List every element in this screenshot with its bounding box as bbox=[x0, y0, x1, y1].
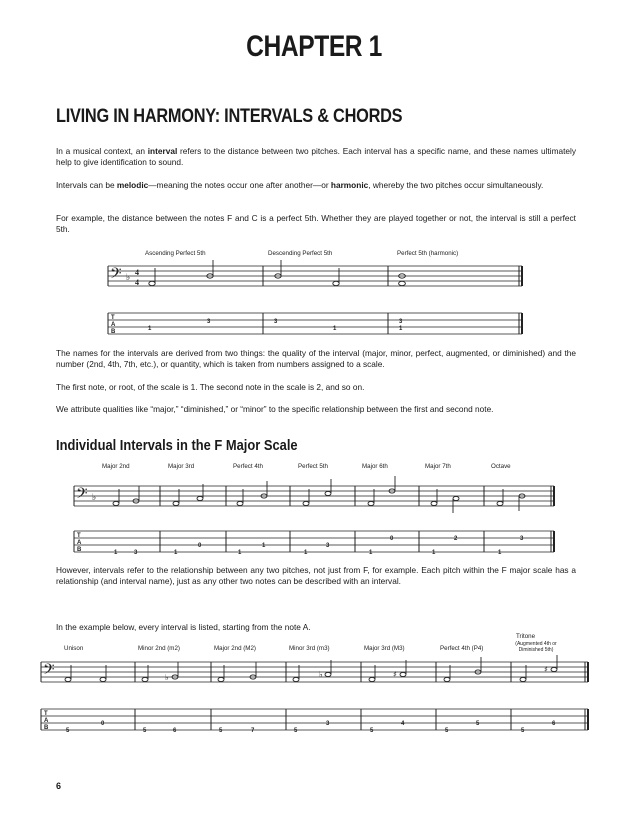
paragraph-perfect-fifth: For example, the distance between the notes F and C is a perfect 5th. Whether they are played together or not, the interval is still a perfect 5th. bbox=[56, 213, 576, 234]
paragraph-example-a: In the example below, every interval is listed, starting from the note A. bbox=[56, 622, 311, 632]
bass-clef-icon: 𝄢 bbox=[43, 661, 55, 682]
tab-number: 0 bbox=[101, 721, 105, 727]
flat-icon: ♭ bbox=[126, 273, 131, 283]
tab-number: 1 bbox=[432, 550, 436, 556]
tab-number: 1 bbox=[333, 326, 337, 332]
tab-number: 2 bbox=[454, 536, 458, 542]
flat-icon: ♭ bbox=[319, 670, 323, 679]
subsection-title: Individual Intervals in the F Major Scale bbox=[56, 437, 298, 454]
tab-clef-b: B bbox=[77, 547, 82, 553]
flat-icon: ♭ bbox=[92, 493, 97, 503]
tab-number: 1 bbox=[174, 550, 178, 556]
sharp-icon: ♯ bbox=[393, 670, 397, 679]
ex2-label: Major 3rd bbox=[168, 463, 195, 470]
tab-clef-a: A bbox=[111, 322, 116, 328]
ex2-label: Major 2nd bbox=[102, 463, 130, 470]
tab-number: 5 bbox=[370, 728, 374, 734]
paragraph-interval-definition: In a musical context, an interval refers to the distance between two pitches. Each interval has a specific name, and these names ultimately help to give identification to sound. bbox=[56, 146, 577, 167]
time-signature-top: 4 bbox=[135, 268, 139, 277]
paragraph-melodic-harmonic: Intervals can be melodic—meaning the notes occur one after another—or harmonic, whereby the two pitches occur simultaneously. bbox=[56, 180, 544, 190]
tab-clef-a: A bbox=[44, 718, 49, 724]
paragraph-any-two-pitches: However, intervals refer to the relationship between any two pitches, not just from F, for example. Each pitch within the F major scale has a relationship (and interval name), just as any other two notes can be described with an interval. bbox=[56, 565, 576, 586]
flat-icon: ♭ bbox=[165, 673, 169, 682]
ex3-label: Major 3rd (M3) bbox=[364, 645, 405, 652]
tab-number: 1 bbox=[262, 543, 266, 549]
tab-number: 1 bbox=[304, 550, 308, 556]
tab-clef-t: T bbox=[44, 711, 48, 717]
tab-clef-a: A bbox=[77, 540, 82, 546]
tab-clef-t: T bbox=[77, 533, 81, 539]
tab-number: 5 bbox=[143, 728, 147, 734]
tab-number: 3 bbox=[399, 319, 403, 325]
tab-clef-b: B bbox=[44, 725, 49, 731]
tab-number: 3 bbox=[134, 550, 138, 556]
tab-number: 5 bbox=[445, 728, 449, 734]
tab-number: 5 bbox=[521, 728, 525, 734]
ex3-label: Major 2nd (M2) bbox=[214, 645, 256, 652]
example3-notation bbox=[41, 656, 588, 738]
paragraph-qualities: We attribute qualities like “major,” “diminished,” or “minor” to the specific relationship between the first and second note. bbox=[56, 404, 494, 414]
tab-number: 5 bbox=[294, 728, 298, 734]
ex3-tritone-sub: (Augmented 4th or Diminished 5th) bbox=[515, 641, 557, 653]
tab-number: 0 bbox=[390, 536, 394, 542]
example1-notation bbox=[108, 262, 522, 342]
ex1-label: Descending Perfect 5th bbox=[268, 250, 333, 257]
tab-number: 7 bbox=[251, 728, 255, 734]
tab-number: 0 bbox=[198, 543, 202, 549]
ex3-label: Unison bbox=[64, 645, 84, 652]
ex3-label: Minor 2nd (m2) bbox=[138, 645, 180, 652]
chapter-title: CHAPTER 1 bbox=[246, 30, 382, 63]
ex2-label: Major 6th bbox=[362, 463, 388, 470]
ex3-label-tritone: Tritone bbox=[516, 633, 536, 640]
tab-number: 1 bbox=[238, 550, 242, 556]
ex2-label: Octave bbox=[491, 463, 511, 470]
tab-number: 3 bbox=[207, 319, 211, 325]
tab-number: 4 bbox=[401, 721, 405, 727]
ex1-label: Perfect 5th (harmonic) bbox=[397, 250, 459, 257]
tab-number: 3 bbox=[326, 543, 330, 549]
tab-number: 1 bbox=[114, 550, 118, 556]
tab-number: 5 bbox=[66, 728, 70, 734]
tab-number: 3 bbox=[326, 721, 330, 727]
tab-number: 1 bbox=[498, 550, 502, 556]
tab-number: 3 bbox=[274, 319, 278, 325]
ex3-label: Perfect 4th (P4) bbox=[440, 645, 484, 652]
ex2-label: Perfect 4th bbox=[233, 463, 263, 470]
paragraph-interval-names: The names for the intervals are derived from two things: the quality of the interval (major, minor, perfect, augmented, or diminished) and the number (2nd, 4th, 7th, etc.), or quantity, which is taken from numbers assigned to a scale. bbox=[56, 348, 576, 369]
ex1-label: Ascending Perfect 5th bbox=[145, 250, 206, 257]
tab-number: 6 bbox=[552, 721, 556, 727]
ex3-label: Minor 3rd (m3) bbox=[289, 645, 330, 652]
tab-number: 1 bbox=[399, 326, 403, 332]
ex2-label: Perfect 5th bbox=[298, 463, 328, 470]
bass-clef-icon: 𝄢 bbox=[76, 485, 88, 506]
example2-notation bbox=[74, 476, 554, 558]
sharp-icon: ♯ bbox=[544, 665, 548, 674]
bass-clef-icon: 𝄢 bbox=[110, 265, 122, 286]
tab-clef-b: B bbox=[111, 329, 116, 335]
tab-number: 1 bbox=[369, 550, 373, 556]
ex2-label: Major 7th bbox=[425, 463, 451, 470]
tab-number: 1 bbox=[148, 326, 152, 332]
tab-number: 3 bbox=[520, 536, 524, 542]
paragraph-scale-numbers: The first note, or root, of the scale is 1. The second note in the scale is 2, and so on. bbox=[56, 382, 365, 392]
time-signature-bottom: 4 bbox=[135, 278, 139, 287]
tab-number: 5 bbox=[476, 721, 480, 727]
tab-clef-t: T bbox=[111, 315, 115, 321]
tab-number: 6 bbox=[173, 728, 177, 734]
page-number: 6 bbox=[56, 781, 62, 791]
section-title: LIVING IN HARMONY: INTERVALS & CHORDS bbox=[56, 106, 403, 127]
tab-number: 5 bbox=[219, 728, 223, 734]
